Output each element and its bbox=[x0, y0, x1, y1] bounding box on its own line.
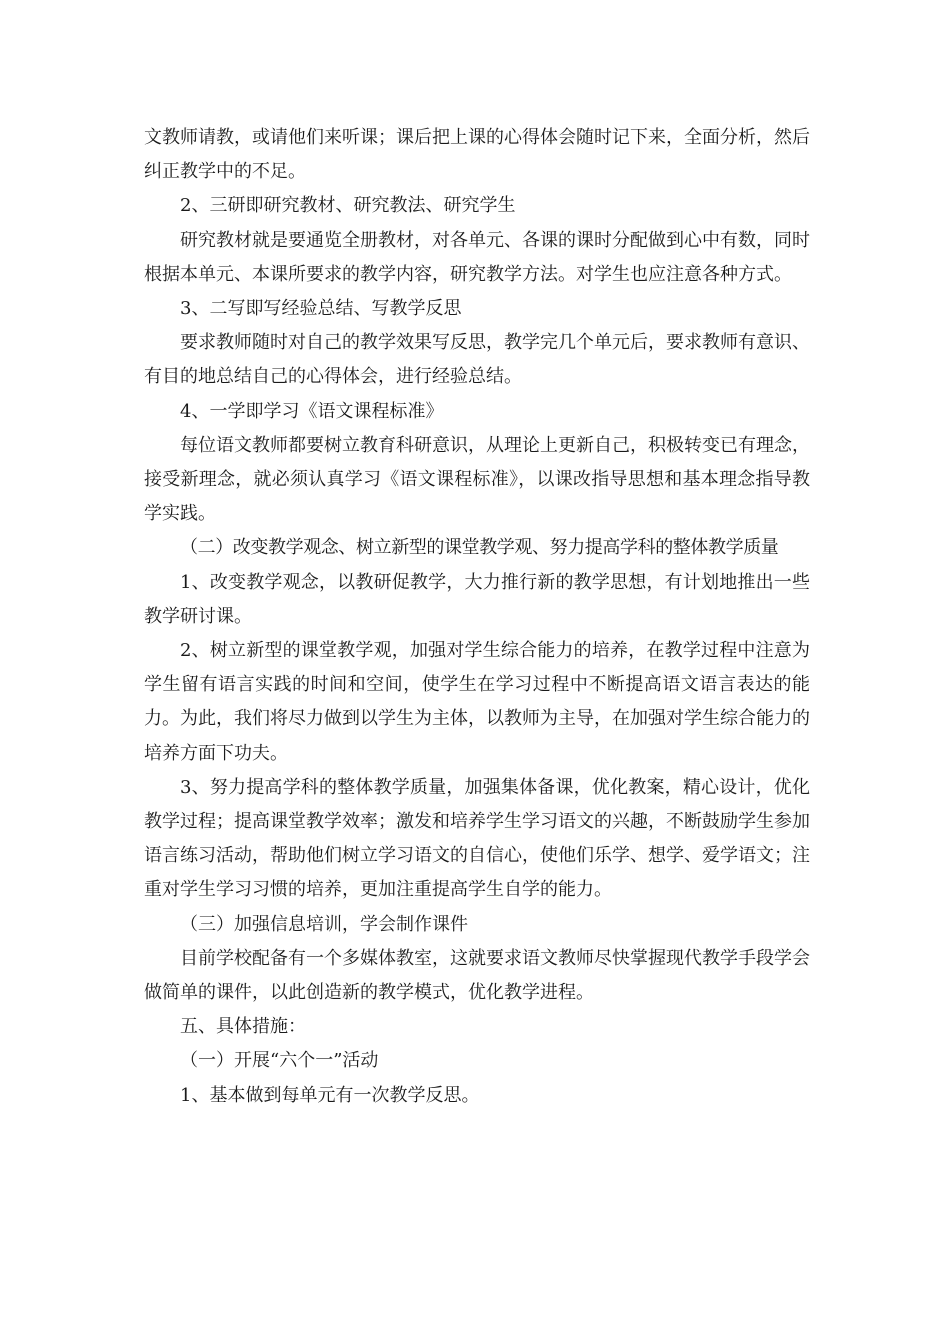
paragraph-reflection: 要求教师随时对自己的教学效果写反思，教学完几个单元后，要求教师有意识、有目的地总结自己的心得体会，进行经验总结。 bbox=[144, 332, 810, 388]
heading-one-study: 4、一学即学习《语文课程标准》 bbox=[180, 400, 444, 422]
paragraph-continuation: 文教师请教，或请他们来听课；课后把上课的心得体会随时记下来，全面分析，然后纠正教学中的不足。 bbox=[144, 127, 810, 183]
section-heading-six-ones: （一）开展“六个一”活动 bbox=[180, 1050, 379, 1072]
paragraph-reflection-per-unit: 1、基本做到每单元有一次教学反思。 bbox=[180, 1084, 480, 1106]
paragraph-research-materials: 研究教材就是要通览全册教材，对各单元、各课的课时分配做到心中有数，同时根据本单元、本课所要求的教学内容，研究教学方法。对学生也应注意各种方式。 bbox=[144, 229, 810, 285]
paragraph-item-3: 3、努力提高学科的整体教学质量，加强集体备课，优化教案，精心设计，优化教学过程；提高课堂教学效率；激发和培养学生学习语文的兴趣，不断鼓励学生参加语言练习活动，帮助他们树立学习语文的自信心，使他们乐学、想学、爱学语文；注重对学生学习习惯的培养，更加注重提高学生自学的能力。 bbox=[144, 776, 810, 901]
document-body bbox=[144, 121, 810, 1113]
heading-specific-measures: 五、具体措施： bbox=[180, 1016, 306, 1038]
paragraph-item-1: 1、改变教学观念，以教研促教学，大力推行新的教学思想，有计划地推出一些教学研讨课。 bbox=[144, 571, 810, 627]
heading-two-writings: 3、二写即写经验总结、写教学反思 bbox=[180, 298, 462, 320]
paragraph-multimedia: 目前学校配备有一个多媒体教室，这就要求语文教师尽快掌握现代教学手段学会做简单的课件，以此创造新的教学模式，优化教学进程。 bbox=[144, 947, 810, 1004]
heading-three-research: 2、三研即研究教材、研究教法、研究学生 bbox=[180, 195, 516, 217]
section-heading-two: （二）改变教学观念、树立新型的课堂教学观、努力提高学科的整体教学质量 bbox=[180, 537, 779, 559]
paragraph-item-2: 2、树立新型的课堂教学观，加强对学生综合能力的培养，在教学过程中注意为学生留有语言实践的时间和空间，使学生在学习过程中不断提高语文语言表达的能力。为此，我们将尽力做到以学生为主体，以教师为主导，在加强对学生综合能力的培养方面下功夫。 bbox=[144, 640, 810, 764]
section-heading-three: （三）加强信息培训，学会制作课件 bbox=[180, 913, 468, 935]
paragraph-curriculum-standard: 每位语文教师都要树立教育科研意识，从理论上更新自己，积极转变已有理念，接受新理念，就必须认真学习《语文课程标准》，以课改指导思想和基本理念指导教学实践。 bbox=[144, 434, 810, 525]
